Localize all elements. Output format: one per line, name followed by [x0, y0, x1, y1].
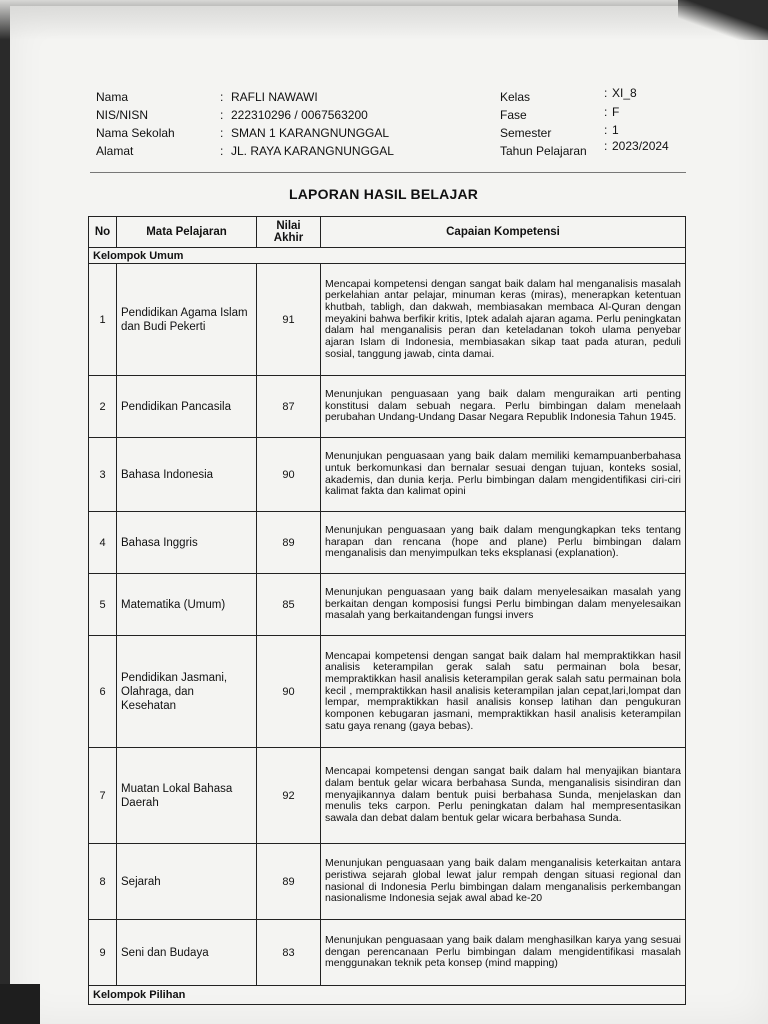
semester-label: Semester [500, 126, 552, 140]
row-score: 83 [257, 920, 321, 986]
row-competency: Menunjukan penguasaan yang baik dalam menguraikan arti penting konstitusi dalam sebuah negara. Perlu bimbingan dalam menelaah perubahan Undang-Undang Dasar Negara Republik Indonesia Tahun 1945. [321, 376, 686, 438]
row-score: 90 [257, 438, 321, 512]
row-score: 87 [257, 376, 321, 438]
separator: : [604, 86, 608, 100]
group-row-pilihan [89, 986, 686, 1005]
semester-value: 1 [612, 123, 619, 137]
table-row [89, 438, 686, 512]
header-mata-pelajaran: Mata Pelajaran [117, 217, 257, 248]
row-subject: Bahasa Indonesia [117, 438, 257, 512]
table-row [89, 574, 686, 636]
row-score: 89 [257, 512, 321, 574]
table-header-row [89, 217, 686, 248]
row-no: 2 [89, 376, 117, 438]
row-competency: Mencapai kompetensi dengan sangat baik dalam hal mempraktikkan hasil analisis keterampilan gerak salah satu permainan bola besar, mempraktikkan hasil analisis keterampilan gerak salah satu permainan bola kecil , mempraktikkan hasil analisis keterampilan jalan cepat,lari,lompat dan lempar, mempraktikkan hasil analisis konsep latihan dan pengukuran komponen kebugaran jasmani, mempraktikkan hasil analisis keterampilan satu gaya renang (gaya bebas). [321, 636, 686, 748]
header-divider [90, 172, 686, 173]
row-competency: Menunjukan penguasaan yang baik dalam memiliki kemampuanberbahasa untuk berkomunkasi dan bernalar sesuai dengan tujuan, konteks sosial, akademis, dan dunia kerja. Perlu bimbingan dalam mengidentifikasi ciri-ciri kalimat fakta dan kalimat opini [321, 438, 686, 512]
row-score: 91 [257, 264, 321, 376]
table-row [89, 264, 686, 376]
tahun-label: Tahun Pelajaran [500, 144, 587, 158]
row-competency: Mencapai kompetensi dengan sangat baik dalam hal menganalisis masalah perkelahian antar pelajar, minuman keras (miras), menerapkan ketentuan khutbah, tabligh, dan dakwah, membiasakan membaca Al-Quran dengan meyakini bahwa berfikir kritis, Iptek adalah ajaran agama. Perlu peningkatan dalam hal menganalisis peran dan keteladanan tokoh ulama penyebar ajaran Islam di Indonesia, membiasakan sikap taat pada aturan, peduli sosial, tanggung jawab, cinta damai. [321, 264, 686, 376]
row-competency: Menunjukan penguasaan yang baik dalam menghasilkan karya yang sesuai dengan perencanaan Perlu bimbingan dalam mengidentifikasi masalah menggunakan teknik peta konsep (mind mapping) [321, 920, 686, 986]
header-capaian-kompetensi: Capaian Kompetensi [321, 217, 686, 248]
table-row [89, 376, 686, 438]
dark-corner-top-right [678, 0, 768, 40]
group-label-pilihan: Kelompok Pilihan [89, 986, 686, 1005]
row-score: 90 [257, 636, 321, 748]
table-row [89, 844, 686, 920]
row-competency: Menunjukan penguasaan yang baik dalam menganalisis keterkaitan antara peristiwa sejarah global lewat jalur rempah dengan situasi regional dan nasional di Indonesia Perlu bimbingan dalam menganalisis perkembangan nasionalisme Indonesia sejak awal abad ke-20 [321, 844, 686, 920]
sekolah-label: Nama Sekolah [96, 126, 175, 140]
alamat-value: JL. RAYA KARANGNUNGGAL [231, 144, 394, 158]
separator: : [604, 105, 608, 119]
row-no: 3 [89, 438, 117, 512]
row-subject: Matematika (Umum) [117, 574, 257, 636]
kelas-value: XI_8 [612, 86, 637, 100]
sekolah-value: SMAN 1 KARANGNUNGGAL [231, 126, 390, 140]
dark-corner-bottom-left [0, 984, 40, 1024]
separator: : [604, 123, 608, 137]
group-label-umum: Kelompok Umum [89, 248, 686, 264]
kelas-label: Kelas [500, 90, 531, 104]
tahun-value: 2023/2024 [612, 139, 669, 153]
page-title: LAPORAN HASIL BELAJAR [289, 186, 479, 202]
header-no: No [89, 217, 117, 248]
nama-value: RAFLI NAWAWI [231, 90, 318, 104]
grades-table [88, 216, 686, 1005]
row-subject: Sejarah [117, 844, 257, 920]
row-subject: Muatan Lokal Bahasa Daerah [117, 748, 257, 844]
row-competency: Menunjukan penguasaan yang baik dalam menyelesaikan masalah yang berkaitan dengan komposisi fungsi Perlu bimbingan dalam menyelesaikan masalah yang berkaitandengan fungsi invers [321, 574, 686, 636]
row-no: 6 [89, 636, 117, 748]
nis-value: 222310296 / 0067563200 [231, 108, 368, 122]
fase-label: Fase [500, 108, 527, 122]
row-subject: Pendidikan Pancasila [117, 376, 257, 438]
table-row [89, 512, 686, 574]
table-row [89, 636, 686, 748]
separator: : [220, 90, 224, 104]
separator: : [220, 108, 224, 122]
row-score: 85 [257, 574, 321, 636]
row-no: 1 [89, 264, 117, 376]
row-competency: Mencapai kompetensi dengan sangat baik dalam hal menyajikan biantara dalam bentuk gelar wicara berbahasa Sunda, menganalisis sisindiran dan menyajikannya dalam bentuk puisi berbahasa Sunda, menjelaskan dan menulis teks carpon. Perlu peningkatan dalam hal mempresentasikan sawala dan debat dalam bentuk gelar wicara berbahasa Sunda. [321, 748, 686, 844]
nama-label: Nama [96, 90, 129, 104]
row-no: 4 [89, 512, 117, 574]
row-score: 89 [257, 844, 321, 920]
table-row [89, 748, 686, 844]
header-nilai-akhir: Nilai Akhir [257, 217, 321, 248]
group-row-umum [89, 248, 686, 264]
row-subject: Seni dan Budaya [117, 920, 257, 986]
row-subject: Pendidikan Agama Islam dan Budi Pekerti [117, 264, 257, 376]
separator: : [604, 139, 608, 153]
row-no: 7 [89, 748, 117, 844]
row-competency: Menunjukan penguasaan yang baik dalam mengungkapkan teks tentang harapan dan rencana (hope and plane) Perlu bimbingan dalam menganalisis dan menyimpulkan teks eksplanasi (explanation). [321, 512, 686, 574]
row-subject: Bahasa Inggris [117, 512, 257, 574]
alamat-label: Alamat [96, 144, 134, 158]
row-no: 5 [89, 574, 117, 636]
row-no: 8 [89, 844, 117, 920]
nis-label: NIS/NISN [96, 108, 149, 122]
paper-top-shadow [0, 0, 768, 40]
separator: : [220, 144, 224, 158]
row-subject: Pendidikan Jasmani, Olahraga, dan Kesehatan [117, 636, 257, 748]
fase-value: F [612, 105, 620, 119]
table-row [89, 920, 686, 986]
row-score: 92 [257, 748, 321, 844]
separator: : [220, 126, 224, 140]
row-no: 9 [89, 920, 117, 986]
